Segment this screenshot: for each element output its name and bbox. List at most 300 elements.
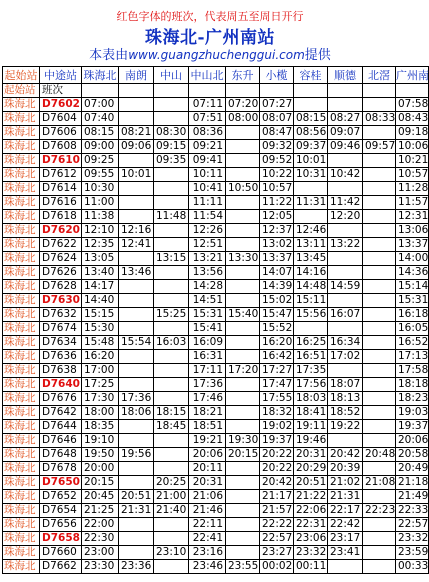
time-cell: 19:30	[226, 434, 260, 448]
time-cell: 13:22	[328, 238, 363, 252]
time-cell: 10:22	[260, 168, 294, 182]
time-cell	[154, 434, 189, 448]
table-row	[3, 364, 429, 378]
origin-station: 珠海北	[3, 238, 40, 252]
time-cell	[363, 294, 396, 308]
time-cell: 22:17	[328, 504, 363, 518]
origin-station: 珠海北	[3, 504, 40, 518]
time-cell	[363, 196, 396, 210]
table-row	[3, 504, 429, 518]
time-cell: 11:48	[154, 210, 189, 224]
origin-station: 珠海北	[3, 280, 40, 294]
time-cell: 15:31	[396, 294, 429, 308]
source-line	[0, 44, 420, 63]
table-row	[3, 532, 429, 546]
time-cell: 07:58	[396, 98, 429, 112]
time-cell: 14:48	[294, 280, 328, 294]
origin-station: 珠海北	[3, 532, 40, 546]
origin-station: 珠海北	[3, 336, 40, 350]
table-row	[3, 462, 429, 476]
time-cell: 08:30	[154, 126, 189, 140]
empty-cell	[154, 84, 189, 98]
time-cell	[119, 196, 154, 210]
time-cell: 20:22	[260, 462, 294, 476]
train-number: D7658	[40, 532, 82, 546]
time-cell	[328, 224, 363, 238]
time-cell: 18:07	[328, 378, 363, 392]
time-cell: 22:23	[363, 504, 396, 518]
origin-station: 珠海北	[3, 224, 40, 238]
time-cell: 16:42	[260, 350, 294, 364]
time-cell	[119, 294, 154, 308]
time-cell: 20:25	[154, 476, 189, 490]
table-row	[3, 308, 429, 322]
time-cell: 23:06	[294, 532, 328, 546]
train-number: D7610	[40, 154, 82, 168]
time-cell	[328, 322, 363, 336]
time-cell: 14:28	[189, 280, 226, 294]
time-cell: 17:20	[226, 364, 260, 378]
time-cell: 08:43	[396, 112, 429, 126]
time-cell: 23:46	[189, 560, 226, 574]
time-cell: 17:30	[82, 392, 119, 406]
time-cell	[363, 546, 396, 560]
time-cell: 23:27	[260, 546, 294, 560]
schedule-note: 红色字体的班次，代表周五至周日开行	[116, 10, 304, 23]
time-cell	[363, 238, 396, 252]
time-cell: 13:40	[82, 266, 119, 280]
origin-station: 珠海北	[3, 448, 40, 462]
train-number: D7654	[40, 504, 82, 518]
time-cell: 14:17	[82, 280, 119, 294]
time-cell: 10:21	[396, 154, 429, 168]
time-cell	[119, 434, 154, 448]
time-cell: 09:57	[363, 140, 396, 154]
time-cell	[119, 112, 154, 126]
time-cell: 10:30	[82, 182, 119, 196]
time-cell: 20:11	[189, 462, 226, 476]
source-suffix: 提供	[304, 48, 331, 63]
time-cell: 11:38	[82, 210, 119, 224]
time-cell	[154, 448, 189, 462]
time-cell: 20:48	[363, 448, 396, 462]
time-cell	[226, 322, 260, 336]
time-cell	[226, 168, 260, 182]
time-cell	[154, 462, 189, 476]
empty-cell	[82, 84, 119, 98]
time-cell: 21:18	[396, 476, 429, 490]
time-cell: 16:03	[154, 336, 189, 350]
time-cell: 10:57	[396, 168, 429, 182]
timetable-body	[3, 67, 429, 574]
train-number: D7632	[40, 308, 82, 322]
time-cell: 20:42	[328, 448, 363, 462]
time-cell	[119, 462, 154, 476]
time-cell	[328, 252, 363, 266]
time-cell: 20:58	[396, 448, 429, 462]
time-cell	[363, 364, 396, 378]
time-cell: 20:51	[119, 490, 154, 504]
time-cell: 00:33	[396, 560, 429, 574]
origin-station: 珠海北	[3, 182, 40, 196]
time-cell: 08:36	[189, 126, 226, 140]
time-cell: 09:15	[154, 140, 189, 154]
time-cell: 23:55	[226, 560, 260, 574]
time-cell	[119, 476, 154, 490]
time-cell: 19:03	[396, 406, 429, 420]
time-cell: 18:23	[396, 392, 429, 406]
time-cell	[226, 532, 260, 546]
table-row	[3, 126, 429, 140]
time-cell: 11:31	[294, 196, 328, 210]
time-cell: 09:35	[154, 154, 189, 168]
time-cell: 09:07	[328, 126, 363, 140]
time-cell: 09:37	[294, 140, 328, 154]
train-number: D7652	[40, 490, 82, 504]
empty-cell	[119, 84, 154, 98]
time-cell	[154, 224, 189, 238]
time-cell: 14:51	[189, 294, 226, 308]
time-cell: 23:17	[328, 532, 363, 546]
time-cell	[294, 182, 328, 196]
time-cell: 08:07	[260, 112, 294, 126]
time-cell: 09:32	[260, 140, 294, 154]
table-row	[3, 266, 429, 280]
time-cell: 09:52	[260, 154, 294, 168]
time-cell: 20:39	[328, 462, 363, 476]
time-cell: 22:31	[294, 518, 328, 532]
time-cell	[119, 546, 154, 560]
time-cell	[154, 364, 189, 378]
train-number: D7606	[40, 126, 82, 140]
time-cell	[226, 504, 260, 518]
time-cell: 22:11	[189, 518, 226, 532]
time-cell	[119, 378, 154, 392]
table-row	[3, 196, 429, 210]
train-number: D7656	[40, 518, 82, 532]
time-cell: 14:00	[396, 252, 429, 266]
time-cell: 09:06	[119, 140, 154, 154]
time-cell: 13:46	[119, 266, 154, 280]
time-cell	[363, 518, 396, 532]
table-row	[3, 350, 429, 364]
time-cell	[226, 406, 260, 420]
train-number: D7608	[40, 140, 82, 154]
time-cell: 16:09	[189, 336, 226, 350]
table-row	[3, 476, 429, 490]
time-cell	[226, 280, 260, 294]
time-cell: 07:27	[260, 98, 294, 112]
time-cell: 13:37	[260, 252, 294, 266]
time-cell: 09:55	[82, 168, 119, 182]
time-cell: 20:51	[294, 476, 328, 490]
time-cell: 13:56	[189, 266, 226, 280]
time-cell: 18:13	[328, 392, 363, 406]
time-cell: 20:45	[82, 490, 119, 504]
time-cell: 17:00	[82, 364, 119, 378]
train-number: D7604	[40, 112, 82, 126]
time-cell: 20:29	[294, 462, 328, 476]
time-cell: 22:00	[82, 518, 119, 532]
column-header: 中山	[154, 67, 189, 84]
time-cell: 20:31	[189, 476, 226, 490]
time-cell	[363, 154, 396, 168]
time-cell: 16:07	[328, 308, 363, 322]
time-cell: 14:36	[396, 266, 429, 280]
column-header: 珠海北	[83, 68, 117, 82]
column-header: 小榄	[260, 67, 294, 84]
time-cell: 19:21	[189, 434, 226, 448]
time-cell: 08:27	[328, 112, 363, 126]
time-cell: 21:46	[189, 504, 226, 518]
train-number: D7614	[40, 182, 82, 196]
train-number: D7646	[40, 434, 82, 448]
table-row	[3, 224, 429, 238]
time-cell	[328, 154, 363, 168]
time-cell: 15:31	[189, 308, 226, 322]
time-cell: 19:11	[294, 420, 328, 434]
origin-station: 珠海北	[3, 126, 40, 140]
origin-station: 珠海北	[3, 462, 40, 476]
time-cell: 19:37	[260, 434, 294, 448]
train-number: D7678	[40, 462, 82, 476]
time-cell	[226, 490, 260, 504]
time-cell: 22:41	[189, 532, 226, 546]
time-cell: 09:41	[189, 154, 226, 168]
time-cell	[154, 532, 189, 546]
time-cell: 15:56	[294, 308, 328, 322]
time-cell	[226, 126, 260, 140]
origin-station: 珠海北	[3, 266, 40, 280]
time-cell: 20:00	[82, 462, 119, 476]
time-cell: 18:00	[82, 406, 119, 420]
time-cell	[226, 224, 260, 238]
time-cell: 19:10	[82, 434, 119, 448]
source-prefix: 本表由	[89, 48, 129, 63]
time-cell	[363, 420, 396, 434]
time-cell: 23:36	[119, 560, 154, 574]
time-cell: 12:46	[294, 224, 328, 238]
time-cell: 20:42	[260, 476, 294, 490]
time-cell: 16:25	[294, 336, 328, 350]
time-cell: 10:41	[189, 182, 226, 196]
time-cell: 10:57	[260, 182, 294, 196]
origin-station: 珠海北	[3, 294, 40, 308]
time-cell: 15:25	[154, 308, 189, 322]
time-cell: 18:21	[189, 406, 226, 420]
time-cell: 14:59	[328, 280, 363, 294]
time-cell: 09:21	[189, 140, 226, 154]
table-row	[3, 238, 429, 252]
time-cell	[154, 560, 189, 574]
time-cell: 07:00	[82, 98, 119, 112]
time-cell: 10:11	[189, 168, 226, 182]
empty-cell	[260, 84, 294, 98]
table-row	[3, 112, 429, 126]
time-cell	[328, 364, 363, 378]
time-cell: 19:46	[294, 434, 328, 448]
time-cell: 16:20	[260, 336, 294, 350]
origin-station: 珠海北	[3, 364, 40, 378]
time-cell: 15:41	[189, 322, 226, 336]
train-number: D7676	[40, 392, 82, 406]
time-cell: 21:22	[294, 490, 328, 504]
time-cell	[154, 322, 189, 336]
time-cell: 10:50	[226, 182, 260, 196]
time-cell: 20:15	[226, 448, 260, 462]
table-row	[3, 168, 429, 182]
time-cell: 17:02	[328, 350, 363, 364]
time-cell: 15:47	[260, 308, 294, 322]
table-row	[3, 420, 429, 434]
origin-station: 珠海北	[3, 560, 40, 574]
table-row	[3, 518, 429, 532]
time-cell	[226, 154, 260, 168]
time-cell: 23:10	[154, 546, 189, 560]
train-number: D7648	[40, 448, 82, 462]
time-cell: 08:47	[260, 126, 294, 140]
time-cell	[154, 518, 189, 532]
time-cell	[154, 182, 189, 196]
origin-station: 珠海北	[3, 252, 40, 266]
table-row	[3, 336, 429, 350]
table-row	[3, 490, 429, 504]
time-cell	[119, 280, 154, 294]
time-cell	[154, 392, 189, 406]
time-cell: 21:57	[260, 504, 294, 518]
table-row	[3, 98, 429, 112]
time-cell: 17:25	[82, 378, 119, 392]
time-cell	[154, 266, 189, 280]
time-cell	[363, 392, 396, 406]
origin-station: 珠海北	[3, 490, 40, 504]
time-cell	[226, 518, 260, 532]
origin-station: 珠海北	[3, 322, 40, 336]
train-number: D7620	[40, 224, 82, 238]
time-cell	[119, 518, 154, 532]
time-cell	[119, 322, 154, 336]
time-cell	[154, 168, 189, 182]
time-cell	[363, 210, 396, 224]
time-cell	[154, 196, 189, 210]
time-cell	[363, 168, 396, 182]
time-cell	[294, 98, 328, 112]
time-cell	[363, 280, 396, 294]
train-number: D7630	[40, 294, 82, 308]
train-number: D7624	[40, 252, 82, 266]
table-row	[3, 280, 429, 294]
time-cell	[328, 98, 363, 112]
column-header: 中山北	[190, 68, 224, 82]
time-cell: 08:00	[226, 112, 260, 126]
time-cell	[363, 336, 396, 350]
time-cell	[363, 560, 396, 574]
origin-station: 珠海北	[3, 140, 40, 154]
time-cell: 13:06	[396, 224, 429, 238]
origin-subheader: 起始站	[3, 84, 40, 98]
time-cell	[154, 238, 189, 252]
time-cell: 22:22	[260, 518, 294, 532]
time-cell: 18:51	[189, 420, 226, 434]
time-cell: 18:18	[396, 378, 429, 392]
time-cell	[363, 434, 396, 448]
time-cell: 16:34	[328, 336, 363, 350]
column-header: 容桂	[294, 67, 328, 84]
empty-cell	[294, 84, 328, 98]
time-cell	[226, 378, 260, 392]
time-cell: 08:33	[363, 112, 396, 126]
time-cell: 12:20	[328, 210, 363, 224]
time-cell	[328, 266, 363, 280]
column-header: 广州南	[396, 68, 429, 82]
time-cell: 15:54	[119, 336, 154, 350]
time-cell	[363, 308, 396, 322]
time-cell: 19:37	[396, 420, 429, 434]
time-cell	[119, 364, 154, 378]
time-cell: 12:05	[260, 210, 294, 224]
train-number: D7636	[40, 350, 82, 364]
time-cell: 00:02	[260, 560, 294, 574]
time-cell: 21:17	[260, 490, 294, 504]
time-cell: 10:01	[294, 154, 328, 168]
origin-station: 珠海北	[3, 112, 40, 126]
time-cell: 11:54	[189, 210, 226, 224]
time-cell: 12:10	[82, 224, 119, 238]
time-cell	[226, 546, 260, 560]
time-cell: 08:15	[294, 112, 328, 126]
time-cell: 22:57	[396, 518, 429, 532]
time-cell: 20:06	[189, 448, 226, 462]
time-cell	[154, 350, 189, 364]
time-cell: 08:15	[82, 126, 119, 140]
time-cell: 15:15	[82, 308, 119, 322]
time-cell: 00:11	[294, 560, 328, 574]
time-cell: 12:41	[119, 238, 154, 252]
time-cell: 12:31	[396, 210, 429, 224]
timetable	[2, 66, 429, 574]
origin-station: 珠海北	[3, 308, 40, 322]
table-row	[3, 434, 429, 448]
time-cell: 22:06	[294, 504, 328, 518]
subheader-row	[3, 84, 429, 98]
time-cell	[363, 266, 396, 280]
origin-station: 珠海北	[3, 434, 40, 448]
time-cell: 19:02	[260, 420, 294, 434]
time-cell: 13:30	[226, 252, 260, 266]
origin-station: 珠海北	[3, 420, 40, 434]
time-cell: 18:03	[294, 392, 328, 406]
time-cell: 18:52	[328, 406, 363, 420]
page-title: 珠海北-广州南站	[144, 28, 276, 48]
time-cell	[226, 238, 260, 252]
time-cell: 18:41	[294, 406, 328, 420]
time-cell: 07:40	[82, 112, 119, 126]
train-number: D7640	[40, 378, 82, 392]
time-cell: 20:22	[260, 448, 294, 462]
time-cell: 11:11	[189, 196, 226, 210]
time-cell: 21:25	[82, 504, 119, 518]
time-cell: 15:11	[294, 294, 328, 308]
time-cell	[154, 378, 189, 392]
time-cell: 11:42	[328, 196, 363, 210]
time-cell: 15:30	[82, 322, 119, 336]
time-cell	[154, 98, 189, 112]
time-cell: 12:26	[189, 224, 226, 238]
source-link[interactable]: www.guangzhuchenggui.com	[128, 48, 305, 62]
time-cell: 07:11	[189, 98, 226, 112]
train-number: D7602	[40, 98, 82, 112]
empty-cell	[363, 84, 396, 98]
